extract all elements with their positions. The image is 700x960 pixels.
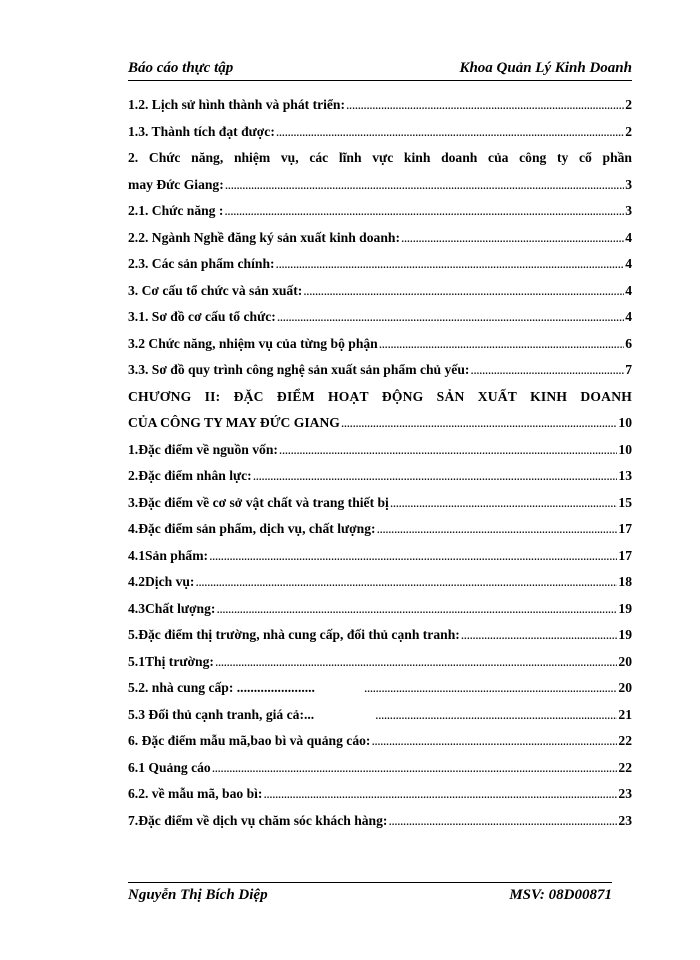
toc-entry-page: 4 [625,309,632,324]
toc-entry-page: 20 [618,653,632,669]
toc-entry [128,251,632,278]
toc-entry [128,172,632,199]
toc-entry [128,808,632,835]
toc-leader-dots [195,569,617,596]
toc-entry-page: 4 [625,256,632,271]
toc-leader-dots [371,728,617,755]
toc-entry-page: 19 [618,600,632,616]
toc-entry [128,675,632,702]
toc-entry-page: 3 [625,176,632,192]
toc-entry [128,728,632,755]
toc-leader-dots [215,649,617,676]
toc-entry-title: 7.Đặc điểm về dịch vụ chăm sóc khách hàng: [128,812,388,828]
toc-leader-dots [216,596,617,623]
toc-chapter-heading-line: CHƯƠNG II: ĐẶC ĐIỂM HOẠT ĐỘNG SẢN XUẤT KINH DOANH [128,388,632,404]
toc-entry [128,92,632,119]
toc-entry [128,331,632,358]
toc-entry-page: 4 [625,282,632,298]
toc-entry-page: 17 [618,521,632,536]
toc-entry [128,755,632,782]
toc-entry-title: 2.Đặc điểm nhân lực: [128,468,252,483]
toc-entry-title: 3.3. Sơ đồ quy trình công nghệ sản xuất sản phẩm chủ yếu: [128,362,470,377]
toc-entry [128,119,632,146]
table-of-contents [128,92,632,834]
toc-leader-dots [224,198,624,225]
toc-entry-title: 6.2. về mẫu mã, bao bì: [128,786,263,801]
toc-entry-page: 20 [618,680,632,695]
toc-leader-dots [212,755,618,782]
toc-entry-page: 23 [618,812,632,828]
header-report-title: Báo cáo thực tập [128,60,234,76]
toc-entry-title: 3. Cơ cấu tổ chức và sản xuất: [128,282,303,298]
toc-entry [128,278,632,305]
toc-entry-title: 3.2 Chức năng, nhiệm vụ của từng bộ phận [128,335,378,351]
toc-entry-page: 2 [625,97,632,112]
page-footer [128,882,612,904]
toc-entry-page: 22 [618,733,632,748]
toc-leader-dots [375,702,617,729]
toc-entry-page: 13 [618,468,632,483]
toc-entry-title: CỦA CÔNG TY MAY ĐỨC GIANG [128,415,340,430]
toc-leader-dots [253,463,618,490]
toc-entry-title: 1.Đặc điểm về nguồn vốn: [128,441,278,457]
toc-entry-title: 4.2Dịch vụ: [128,574,195,589]
toc-entry [128,622,632,649]
toc-entry-title: 6.1 Quảng cáo [128,759,211,775]
toc-entry-title: 3.1. Sơ đồ cơ cấu tổ chức: [128,309,276,324]
toc-entry [128,463,632,490]
toc-leader-dots [225,172,624,199]
header-faculty: Khoa Quản Lý Kinh Doanh [459,60,632,76]
toc-entry-title: may Đức Giang: [128,176,224,192]
toc-entry-page: 2 [625,123,632,139]
toc-leader-dots [346,92,624,119]
toc-entry-title: 6. Đặc điểm mẫu mã,bao bì và quảng cáo: [128,733,371,748]
toc-entry-title: 5.Đặc điểm thị trường, nhà cung cấp, đối thủ cạnh tranh: [128,627,460,642]
toc-entry-page: 7 [625,362,632,377]
toc-entry-title: 2.2. Ngành Nghề đăng ký sản xuất kinh doanh: [128,229,400,245]
footer-author-name: Nguyễn Thị Bích Diệp [128,887,268,903]
toc-entry-title: 4.3Chất lượng: [128,600,216,616]
toc-entry-page: 10 [618,415,632,430]
toc-entry-page: 10 [618,441,632,457]
toc-entry [128,490,632,517]
toc-entry-page: 15 [618,494,632,510]
toc-leader-dots [276,251,625,278]
toc-entry [128,702,632,729]
toc-leader-dots [364,675,617,702]
toc-entry [128,304,632,331]
toc-entry [128,198,632,225]
toc-leader-dots [303,278,624,305]
toc-leader-dots [461,622,618,649]
toc-entry [128,410,632,437]
toc-entry-continued-line: 2. Chức năng, nhiệm vụ, các lĩnh vực kinh doanh của công ty cổ phần [128,150,632,165]
toc-entry-title: 2.3. Các sản phẩm chính: [128,256,275,271]
toc-entry [128,437,632,464]
toc-entry-title: 1.2. Lịch sử hình thành và phát triển: [128,97,346,112]
toc-leader-dots [401,225,624,252]
toc-entry-page: 3 [625,203,632,218]
toc-leader-dots [209,543,617,570]
toc-leader-dots [276,119,624,146]
toc-leader-dots [277,304,624,331]
toc-entry [128,516,632,543]
toc-entry-page: 6 [625,335,632,351]
toc-entry [128,357,632,384]
toc-leader-dots [388,808,617,835]
toc-entry-title: 5.3 Đối thủ cạnh tranh, giá cả:... [128,706,315,722]
toc-entry [128,649,632,676]
toc-leader-dots [379,331,624,358]
toc-entry-page: 19 [618,627,632,642]
toc-entry [128,543,632,570]
toc-entry-page: 18 [618,574,632,589]
toc-entry-title: 5.2. nhà cung cấp: ....................... [128,680,315,695]
toc-entry-title: 1.3. Thành tích đạt được: [128,123,275,139]
toc-entry-title: 5.1Thị trường: [128,653,214,669]
toc-leader-dots [279,437,617,464]
toc-entry [128,781,632,808]
toc-leader-dots [390,490,618,517]
toc-entry-page: 23 [618,786,632,801]
toc-entry-title: 4.1Sản phẩm: [128,547,209,563]
page-header [128,56,632,81]
toc-entry [128,596,632,623]
toc-entry [128,569,632,596]
toc-leader-dots [341,410,618,437]
toc-entry-page: 4 [625,229,632,245]
toc-entry-title: 4.Đặc điểm sản phẩm, dịch vụ, chất lượng: [128,521,376,536]
toc-leader-dots [377,516,618,543]
toc-entry-page: 22 [618,759,632,775]
toc-leader-dots [470,357,624,384]
toc-entry [128,225,632,252]
toc-leader-dots [263,781,617,808]
toc-entry-page: 17 [618,547,632,563]
toc-entry-title: 2.1. Chức năng : [128,203,224,218]
footer-student-id: MSV: 08D00871 [509,887,612,903]
toc-entry-title: 3.Đặc điểm về cơ sở vật chất và trang thiết bị [128,494,389,510]
toc-entry-page: 21 [618,706,632,722]
